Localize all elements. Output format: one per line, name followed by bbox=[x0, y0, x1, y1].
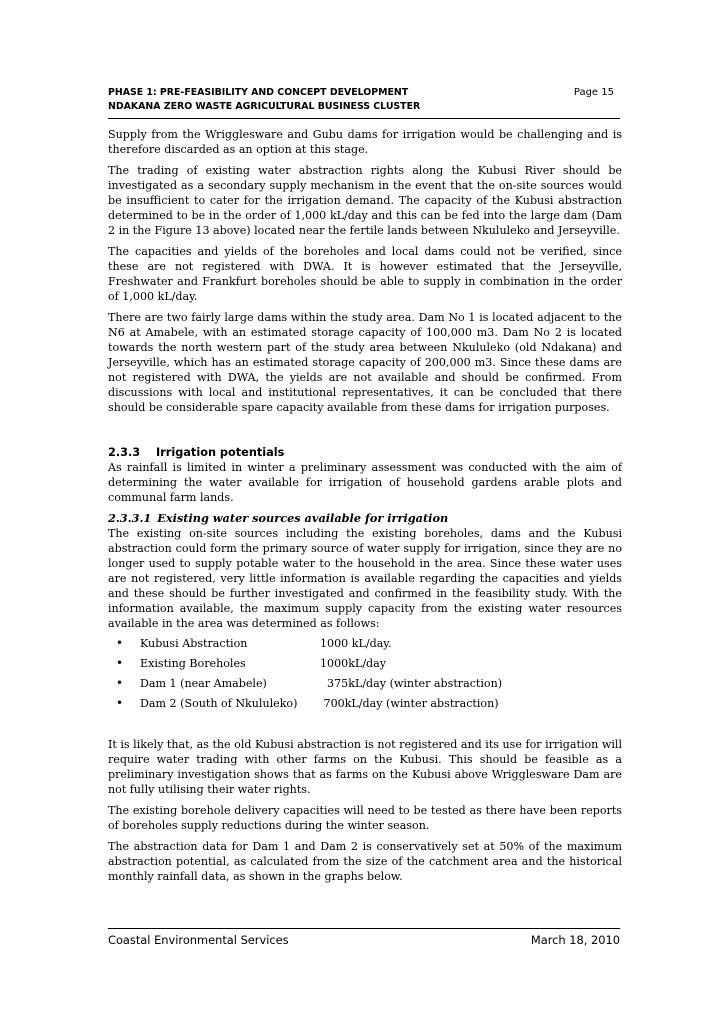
footer-company: Coastal Environmental Services bbox=[108, 933, 289, 947]
subsection-text: The existing on-site sources including the existing boreholes, dams and the Kubusi abstraction could form the primary source of water supply for irrigation, since they are no longer used to supply potable water to the household in the area. Since these water uses are not registered, very little information is available regarding the capacities and yields and these should be further investigated and confirmed in the feasibility study. With the information available, the maximum supply capacity from the existing water resources available in the area was determined as follows: bbox=[108, 527, 622, 630]
paragraph: The existing borehole delivery capacities will need to be tested as there have been reports of boreholes supply reductions during the winter season. bbox=[108, 804, 622, 832]
paragraph: The capacities and yields of the boreholes and local dams could not be verified, since these are not registered with DWA. It is however estimated that the Jerseyville, Freshwater and Frankfurt boreholes should be able to supply in combination in the order of 1,000 kL/day. bbox=[108, 245, 622, 303]
bullet-icon: • bbox=[116, 675, 124, 690]
subsection-heading bbox=[108, 511, 622, 526]
bullet-icon: • bbox=[116, 695, 124, 710]
list-item bbox=[108, 673, 622, 693]
header-phase-title: PHASE 1: PRE-FEASIBILITY AND CONCEPT DEVELOPMENT bbox=[108, 87, 409, 98]
source-name: Kubusi Abstraction bbox=[140, 636, 248, 650]
section-intro: As rainfall is limited in winter a preliminary assessment was conducted with the aim of determining the water available for irrigation of household gardens arable plots and communal farm lands. bbox=[108, 461, 622, 504]
supply-capacity-list bbox=[108, 633, 622, 713]
bullet-icon: • bbox=[116, 655, 124, 670]
header-project-title: NDAKANA ZERO WASTE AGRICULTURAL BUSINESS CLUSTER bbox=[108, 101, 421, 112]
page-body bbox=[108, 127, 622, 890]
bullet-icon: • bbox=[116, 635, 124, 650]
source-capacity: 1000 kL/day. bbox=[320, 636, 392, 650]
page-number: Page 15 bbox=[573, 87, 614, 98]
list-item bbox=[108, 633, 622, 653]
page-header bbox=[108, 86, 620, 119]
section-title: Irrigation potentials bbox=[156, 446, 285, 459]
footer-date: March 18, 2010 bbox=[530, 933, 620, 947]
paragraph: There are two fairly large dams within the study area. Dam No 1 is located adjacent to the N6 at Amabele, with an estimated storage capacity of 100,000 m3. Dam No 2 is located towards the north western part of the study area between Nkululeko (old Ndakana) and Jerseyville, which has an estimated storage capacity of 200,000 m3. Since these dams are not registered with DWA, the yields are not available and should be confirmed. From discussions with local and institutional representatives, it can be concluded that there should be considerable spare capacity available from these dams for irrigation purposes. bbox=[108, 311, 622, 414]
paragraph: The trading of existing water abstraction rights along the Kubusi River should be investigated as a secondary supply mechanism in the event that the on-site sources would be insufficient to cater for the irrigation demand. The capacity of the Kubusi abstraction determined to be in the order of 1,000 kL/day and this can be fed into the large dam (Dam 2 in the Figure 13 above) located near the fertile lands between Nkululeko and Jerseyville. bbox=[108, 164, 622, 237]
source-name: Existing Boreholes bbox=[140, 656, 246, 670]
source-name: Dam 1 (near Amabele) bbox=[140, 676, 267, 690]
list-item bbox=[108, 653, 622, 673]
source-capacity: 700kL/day (winter abstraction) bbox=[320, 696, 499, 710]
subsection-title: Existing water sources available for irrigation bbox=[157, 511, 449, 525]
source-capacity: 1000kL/day bbox=[320, 656, 387, 670]
section-number: 2.3.3 bbox=[108, 446, 141, 459]
list-item bbox=[108, 693, 622, 713]
paragraph: It is likely that, as the old Kubusi abstraction is not registered and its use for irrigation will require water trading with other farms on the Kubusi. This should be feasible as a preliminary investigation shows that as farms on the Kubusi above Wrigglesware Dam are not fully utilising their water rights. bbox=[108, 738, 622, 796]
paragraph: The abstraction data for Dam 1 and Dam 2 is conservatively set at 50% of the maximum abstraction potential, as calculated from the size of the catchment area and the historical monthly rainfall data, as shown in the graphs below. bbox=[108, 840, 622, 883]
section-heading bbox=[108, 445, 622, 460]
source-name: Dam 2 (South of Nkululeko) bbox=[140, 696, 298, 710]
subsection-number: 2.3.3.1 bbox=[108, 511, 152, 525]
page-footer bbox=[108, 928, 620, 947]
source-capacity: 375kL/day (winter abstraction) bbox=[320, 676, 503, 690]
paragraph: Supply from the Wrigglesware and Gubu dams for irrigation would be challenging and is therefore discarded as an option at this stage. bbox=[108, 128, 622, 156]
